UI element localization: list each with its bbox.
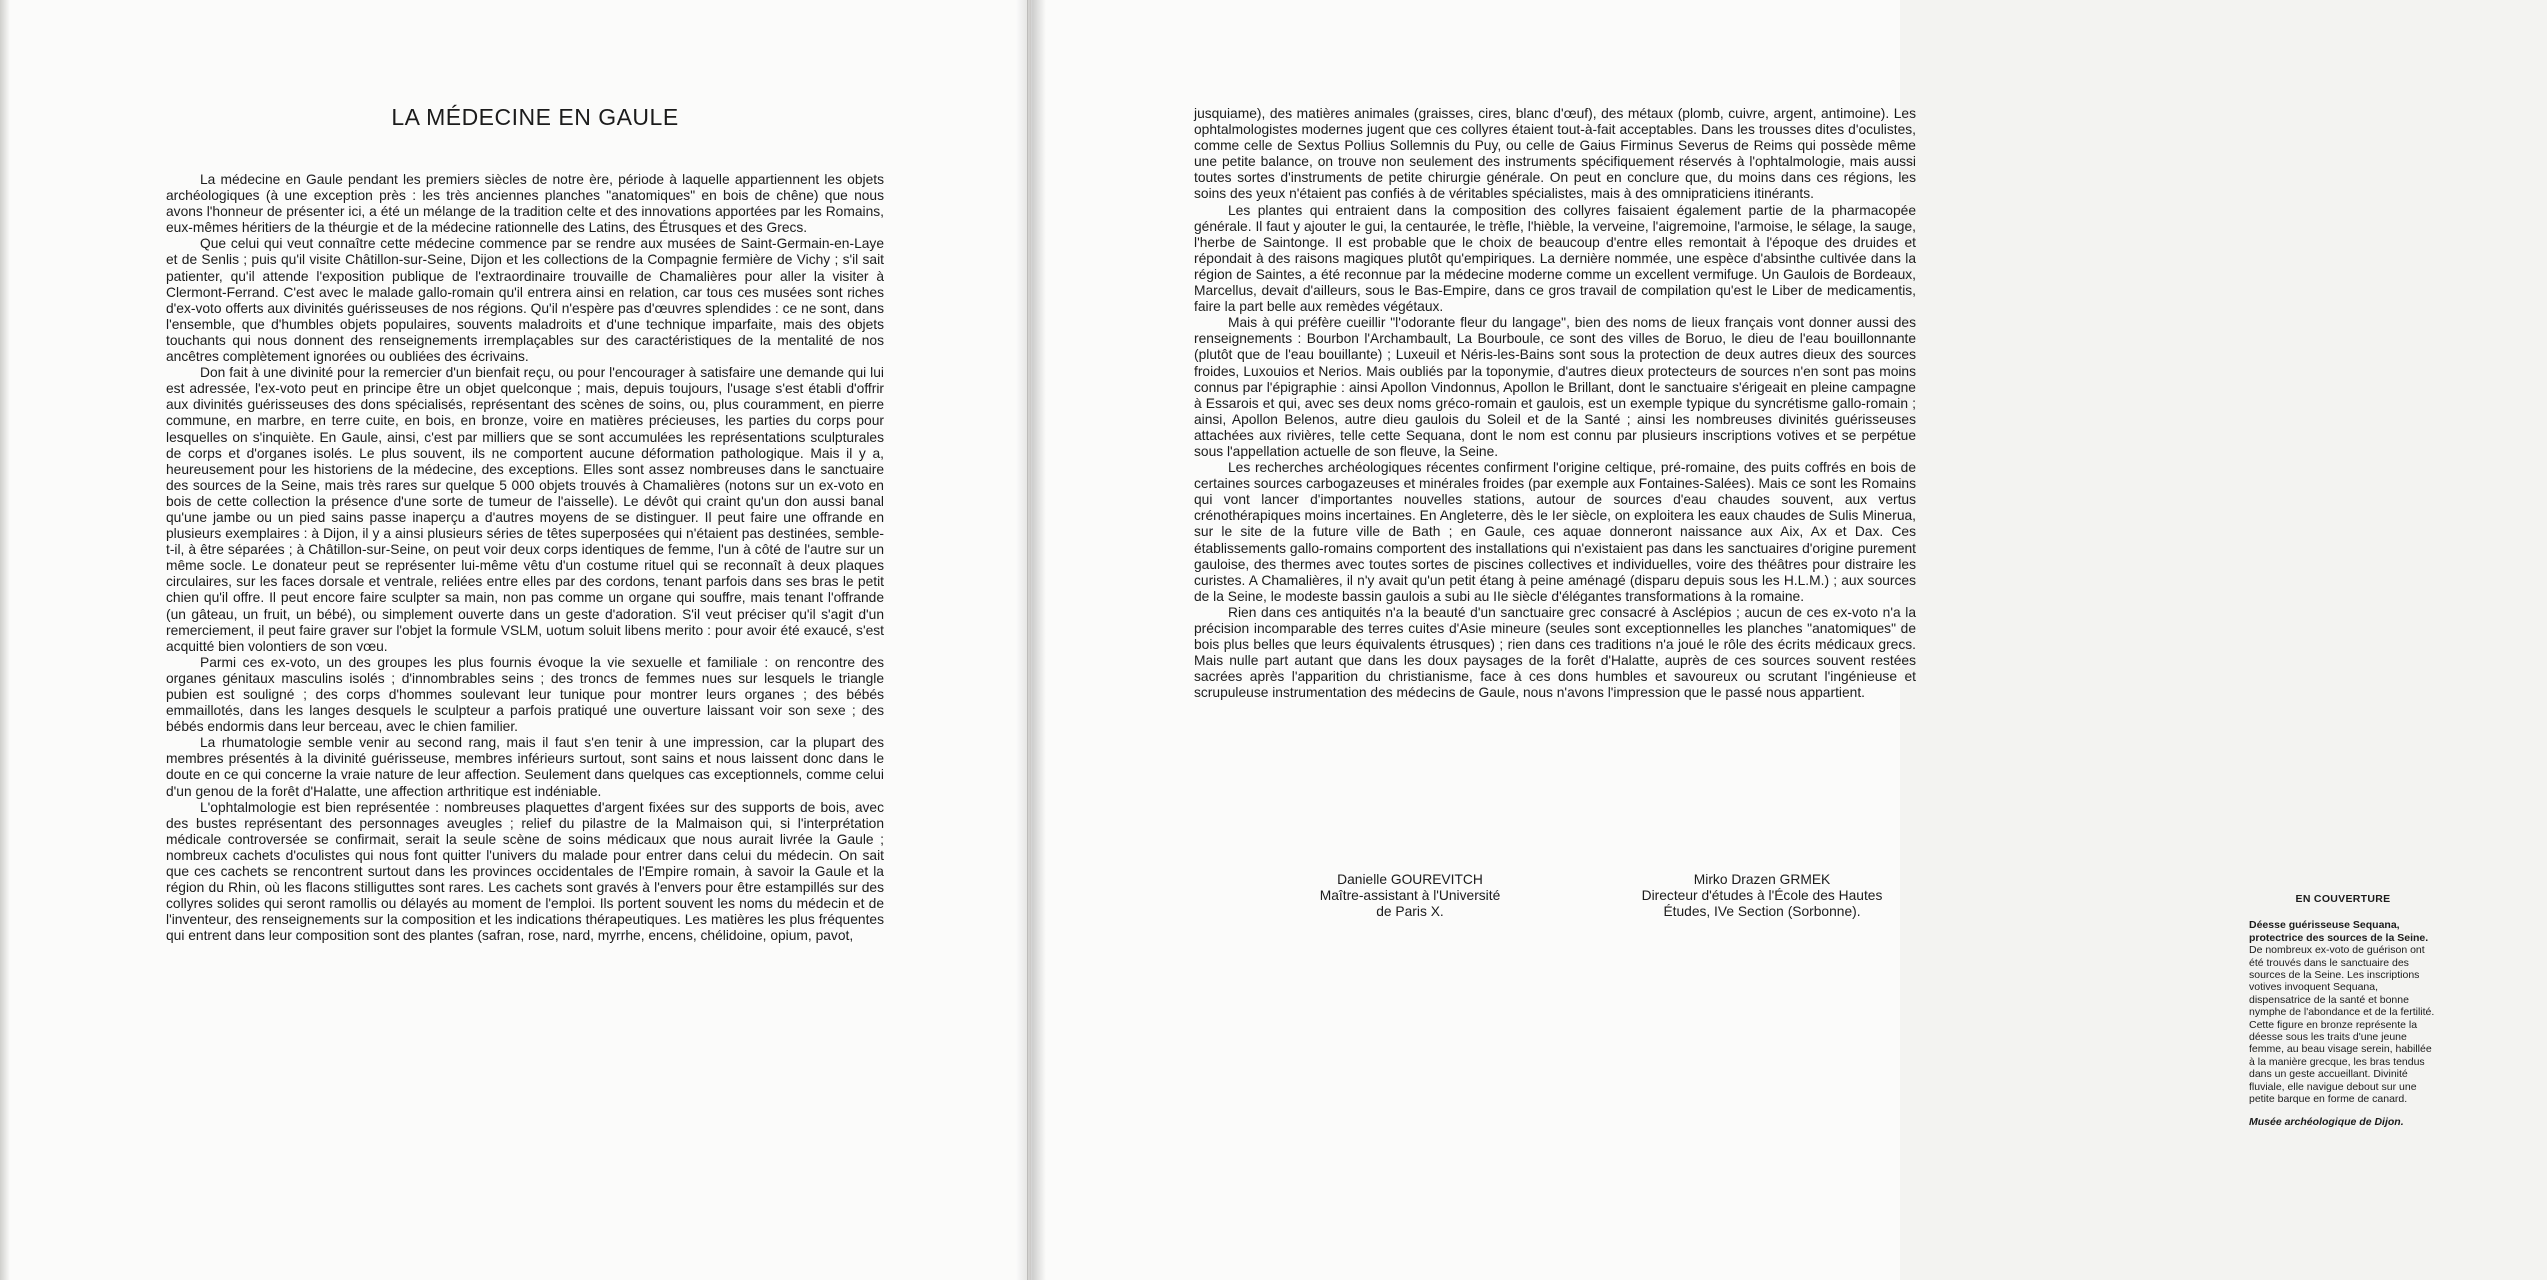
signature-author-2 [1612, 872, 1912, 921]
author-title: Maître-assistant à l'Université [1319, 888, 1501, 904]
author-title: Directeur d'études à l'École des Hautes [1641, 888, 1883, 904]
paragraph: Don fait à une divinité pour la remercier d'un bienfait reçu, ou pour l'encourager à satisfaire une demande qui lui est adressée, l'ex-voto peut en principe être un objet quelconque ; mais, depuis toujours, l'usage s'est établi d'offrir aux divinités guérisseuses des dons spécialisés, représentant des scènes de soins, ou, plus couramment, en pierre commune, en marbre, en terre cuite, en bois, en bronze, voire en matières précieuses, les parties du corps pour lesquelles on s'inquiète. En Gaule, ainsi, c'est par milliers que se sont accumulées les représentations sculpturales de corps et d'organes isolés. Le plus souvent, ils ne comportent aucune déformation pathologique. Mais il y a, heureusement pour les historiens de la médecine, des exceptions. Elles sont assez nombreuses dans le sanctuaire des sources de la Seine, mais très rares sur quelque 5 000 objets trouvés à Chamalières (notons sur un ex-voto en bois de cette collection la présence d'une sorte de tumeur de l'aisselle). Le dévôt qui craint qu'un don aussi banal qu'une jambe ou un pied sains passe inaperçu a d'autres moyens de se distinguer. Il peut faire une offrande en plusieurs exemplaires : à Dijon, il y a ainsi plusieurs séries de têtes superposées qui n'étaient pas destinées, semble-t-il, à être séparées ; à Châtillon-sur-Seine, on peut voir deux corps identiques de femme, l'un à côté de l'autre sur un même socle. Le donateur peut se représenter lui-même vêtu d'un costume rituel qui se reconnaît à deux plaques circulaires, sur les faces dorsale et ventrale, reliées entre elles par des cordons, tenant parfois dans ses bras le petit chien qu'il offre. Il peut encore faire sculpter sa main, non pas comme un organe qui souffre, mais tenant l'offrande (un gâteau, un fruit, un bébé), ou simplement ouverte dans un geste d'adoration. S'il veut préciser qu'il s'agit d'un remerciement, il peut faire graver sur l'objet la formule VSLM, uotum soluit libens merito : pour avoir été exaucé, s'est acquitté bien volontiers de son vœu. [166, 365, 884, 654]
paragraph: L'ophtalmologie est bien représentée : nombreuses plaquettes d'argent fixées sur des supports de bois, avec des bustes représentant des personnages aveugles ; relief du pilastre de la Malmaison qui, si l'interprétation médicale controversée se confirmait, serait la seule scène de soins médicaux que nous aurait livrée la Gaule ; nombreux cachets d'oculistes qui nous font quitter l'univers du malade pour entrer dans celui du médecin. On sait que ces cachets se rencontrent surtout dans les provinces occidentales de l'Empire romain, à savoir la Gaule et la région du Rhin, où les flacons stilliguttes sont rares. Les cachets sont gravés à l'envers pour être estampillés sur des collyres solides qui seront ramollis ou délayés au moment de l'emploi. Ils portent souvent les noms du médecin et de l'inventeur, des renseignements sur la composition et les indications thérapeutiques. Les matières les plus fréquentes qui entrent dans leur composition sont des plantes (safran, rose, nard, myrrhe, encens, chélidoine, opium, pavot, [166, 799, 884, 944]
page-title: LA MÉDECINE EN GAULE [391, 104, 679, 130]
paragraph: La médecine en Gaule pendant les premiers siècles de notre ère, période à laquelle appartiennent les objets archéologiques (à une exception près : les très anciennes planches "anatomiques" en bois de chêne) que nous avons l'honneur de présenter ici, a été un mélange de la tradition celte et des innovations apportées par les Romains, eux-mêmes héritiers de la théurgie et de la médecine rationnelle des Latins, des Étrusques et des Grecs. [166, 172, 884, 236]
left-text-column [166, 172, 884, 945]
book-fold-shadow [1016, 0, 1046, 1280]
paragraph: Les plantes qui entraient dans la composition des collyres faisaient également partie de la pharmacopée générale. Il faut y ajouter le gui, la centaurée, le trèfle, l'hièble, la verveine, l'aigremoine, l'armoise, le sélage, la sauge, l'herbe de Saintonge. Il est probable que le choix de beaucoup d'entre elles remontait à l'époque des druides et répondait à des raisons magiques plutôt qu'empiriques. La dernière nommée, une espèce d'absinthe cultivée dans la région de Saintes, a été reconnue par la médecine moderne comme un excellent vermifuge. Un Gaulois de Bordeaux, Marcellus, devait d'ailleurs, sous le Bas-Empire, dans ce gros travail de compilation qu'est le Liber de medicamentis, faire la part belle aux remèdes végétaux. [1194, 202, 1916, 315]
cover-caption-title: Déesse guérisseuse Sequana, protectrice des sources de la Seine. [2249, 919, 2429, 944]
author-name: Mirko Drazen GRMEK [1693, 872, 1831, 887]
author-affiliation: Études, IVe Section (Sorbonne). [1663, 904, 1861, 920]
cover-note [2249, 893, 2437, 1128]
cover-caption [2249, 919, 2437, 1105]
paragraph: Les recherches archéologiques récentes confirment l'origine celtique, pré-romaine, des puits coffrés en bois de certaines sources carbogazeuses et minérales froides (par exemple aux Fontaines-Salées). Mais ce sont les Romains qui vont lancer d'importantes nouvelles stations, autour de sources d'eau chaudes souvent, aux vertus crénothérapiques moins incertaines. En Angleterre, dès le Ier siècle, on exploitera les eaux chaudes de Sulis Minerua, sur le site de la future ville de Bath ; en Gaule, ces aquae donneront naissance aux Aix, Ax et Dax. Ces établissements gallo-romains comportent des installations qui n'existaient pas dans les sanctuaires d'origine purement gauloise, des thermes avec toutes sortes de piscines collectives et individuelles, voire des théâtres pour distraire les curistes. A Chamalières, il n'y avait qu'un petit étang à peine aménagé (disparu depuis sous les H.L.M.) ; aux sources de la Seine, le modeste bassin gaulois a subi au IIe siècle d'élégantes transformations à la romaine. [1194, 460, 1916, 604]
paragraph: Que celui qui veut connaître cette médecine commence par se rendre aux musées de Saint-Germain-en-Laye et de Senlis ; puis qu'il visite Châtillon-sur-Seine, Dijon et les collections de la Compagnie fermière de Vichy ; s'il sait patienter, qu'il attende l'exposition publique de l'extraordinaire trouvaille de Chamalières pour aller la visiter à Clermont-Ferrand. C'est avec le malade gallo-romain qu'il entrera ainsi en relation, car tous ces musées sont riches d'ex-voto offerts aux divinités guérisseuses de nos régions. Qu'il n'espère pas d'œuvres splendides : ce ne sont, dans l'ensemble, que d'humbles objets populaires, souvents maladroits et d'une technique imparfaite, mais des objets touchants qui nous donnent des renseignements irremplaçables sur des caractéristiques de la mentalité de nos ancêtres complètement ignorées ou oubliées des écrivains. [166, 236, 884, 365]
cover-credit: Musée archéologique de Dijon. [2249, 1115, 2404, 1128]
author-affiliation: de Paris X. [1376, 904, 1444, 920]
signature-author-1 [1290, 872, 1530, 921]
paragraph: Parmi ces ex-voto, un des groupes les plus fournis évoque la vie sexuelle et familiale : on rencontre des organes génitaux masculins isolés ; d'innombrables seins ; des troncs de femmes nues sur lesquels le triangle pubien est souligné ; des corps d'hommes soulevant leur tunique pour montrer leurs organes ; des bébés emmaillotés, dans les langes desquels le sculpteur a parfois pratiqué une ouverture laissant voir son sexe ; des bébés endormis dans leur berceau, avec le chien familier. [166, 654, 884, 735]
page-margin-shade [1900, 0, 2547, 1280]
paragraph: La rhumatologie semble venir au second rang, mais il faut s'en tenir à une impression, car la plupart des membres présentés à la divinité guérisseuse, membres inférieurs surtout, sont sains et nous laissent donc dans le doute en ce qui concerne la vraie nature de leur affection. Seulement dans quelques cas exceptionnels, comme celui d'un genou de la forêt d'Halatte, une affection arthritique est indéniable. [166, 735, 884, 799]
right-text-column [1194, 106, 1916, 701]
author-name: Danielle GOUREVITCH [1337, 872, 1483, 887]
paragraph: jusquiame), des matières animales (graisses, cires, blanc d'œuf), des métaux (plomb, cuivre, argent, antimoine). Les ophtalmologistes modernes jugent que ces collyres étaient tout-à-fait acceptables. Dans les trousses dites d'oculistes, comme celle de Sextus Pollius Sollemnis du Puy, ou celle de Gaius Firminus Severus de Reims qui possède même une petite balance, on trouve non seulement des instruments spécifiquement réservés à l'ophtalmologie, mais aussi toutes sortes d'instruments de petite chirurgie générale. On peut en conclure que, du moins dans ces régions, les soins des yeux n'étaient pas confiés à de véritables spécialistes, mais à des omnipraticiens itinérants. [1194, 106, 1916, 202]
paragraph: Mais à qui préfère cueillir "l'odorante fleur du langage", bien des noms de lieux français vont donner aussi des renseignements : Bourbon l'Archambault, La Bourboule, ce sont des villes de Boruo, le dieu de l'eau bouillonnante (plutôt que de l'eau bouillante) ; Luxeuil et Néris-les-Bains sont sous la protection de deux autres dieux des sources froides, Luxouios et Nerios. Mais oubliés par la toponymie, d'autres dieux protecteurs de sources n'en sont pas moins connus par l'épigraphie : ainsi Apollon Vindonnus, Apollon le Brillant, dont le sanctuaire s'érigeait en pleine campagne à Essarois et qui, avec ses deux noms gréco-romain et gaulois, est un exemple typique du syncrétisme gallo-romain ; ainsi, Apollon Belenos, autre dieu gaulois du Soleil et de la Santé ; ainsi les nombreuses divinités guérisseuses attachées aux rivières, telle cette Sequana, dont le nom est connu par plusieurs inscriptions votives et se perpétue sous l'appellation actuelle de son fleuve, la Seine. [1194, 315, 1916, 459]
cover-heading: EN COUVERTURE [2295, 893, 2391, 905]
paragraph: Rien dans ces antiquités n'a la beauté d'un sanctuaire grec consacré à Asclépios ; aucun de ces ex-voto n'a la précision incomparable des terres cuites d'Asie mineure (seules sont exceptionnelles les planches "anatomiques" de bois plus belles que leurs équivalents étrusques) ; rien dans ces traditions n'a joué le rôle des écrits médicaux grecs. Mais nulle part autant que dans les doux paysages de la forêt d'Halatte, auprès de ces sources souvent restées sacrées après l'apparition du christianisme, face à ces dons humbles et savoureux ou scrutant l'ingénieuse et scrupuleuse instrumentation des médecins de Gaule, nous n'avons l'impression que le passé nous appartient. [1194, 604, 1916, 701]
cover-caption-text: De nombreux ex-voto de guérison ont été trouvés dans le sanctuaire des sources de la Seine. Les inscriptions votives invoquent Sequana, dispensatrice de la santé et bonne nymphe de l'abondance et de la fertilité. Cette figure en bronze représente la déesse sous les traits d'une jeune femme, au beau visage serein, habillée à la manière grecque, les bras tendus dans un geste accueillant. Divinité fluviale, elle navigue debout sur une petite barque en forme de canard. [2249, 944, 2435, 1106]
left-page [0, 0, 1028, 1280]
page-edge-shadow [0, 0, 10, 1280]
